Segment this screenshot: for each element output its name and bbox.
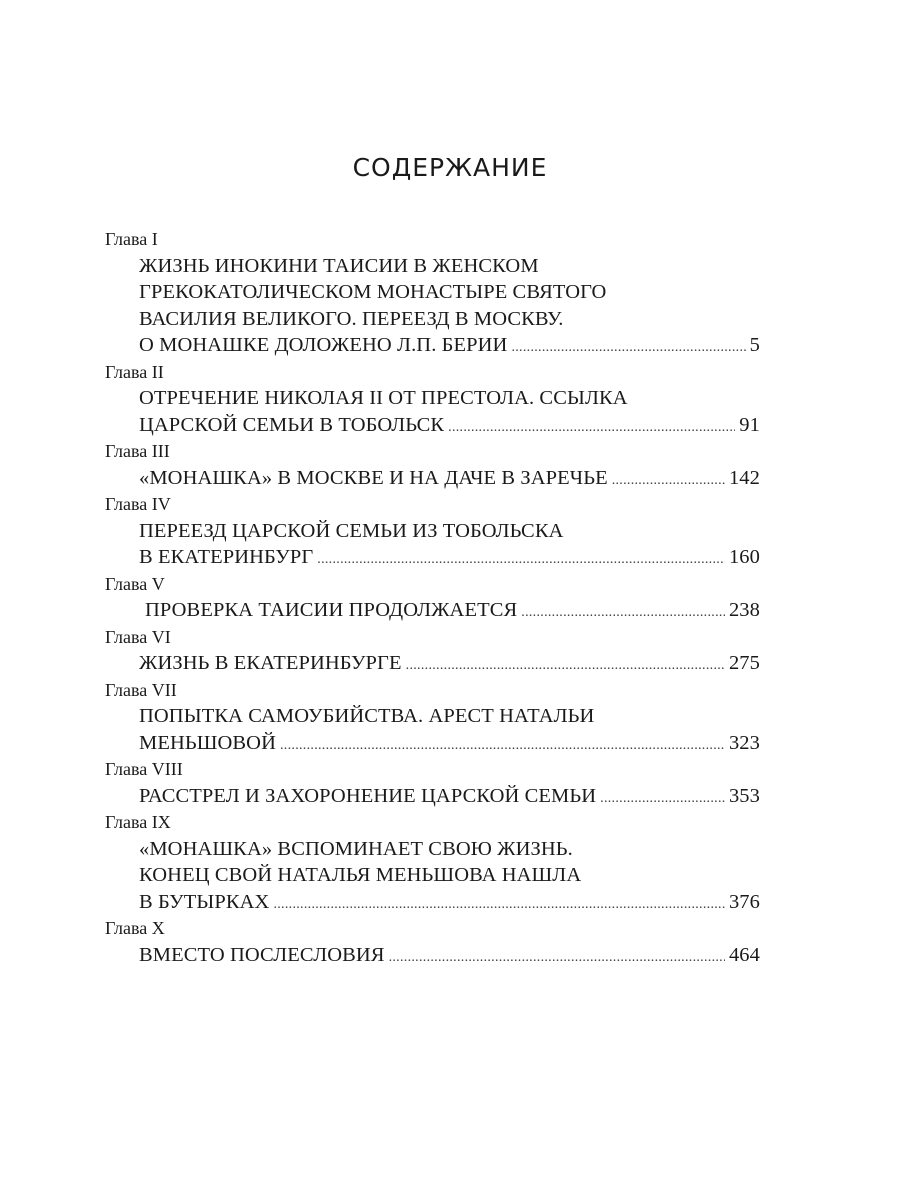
page-number: 323 [728, 731, 760, 754]
page-title: СОДЕРЖАНИЕ [352, 153, 548, 182]
chapter-label: Глава I [105, 229, 158, 249]
dot-leader [448, 415, 735, 442]
chapter-title-line: КОНЕЦ СВОЙ НАТАЛЬЯ МЕНЬШОВА НАШЛА [139, 864, 582, 886]
toc-entry-chapter-5[interactable] [105, 571, 760, 624]
chapter-title-text: О МОНАШКЕ ДОЛОЖЕНО Л.П. БЕРИИ [139, 334, 508, 356]
chapter-title-text: В БУТЫРКАХ [139, 890, 270, 913]
page-number: 376 [728, 890, 760, 913]
chapter-label: Глава VII [105, 679, 177, 700]
page-number: 238 [728, 599, 760, 621]
chapter-title [139, 650, 760, 677]
chapter-label: Глава X [105, 918, 165, 938]
chapter-title [139, 385, 760, 438]
chapter-title-line: ВАСИЛИЯ ВЕЛИКОГО. ПЕРЕЕЗД В МОСКВУ. [139, 307, 564, 330]
page-number: 275 [728, 652, 760, 674]
chapter-title-line [139, 544, 760, 571]
chapter-label: Глава V [105, 573, 165, 594]
chapter-title [139, 942, 760, 969]
chapter-title [139, 703, 760, 756]
dot-leader [521, 600, 725, 627]
chapter-title-text: «МОНАШКА» В МОСКВЕ И НА ДАЧЕ В ЗАРЕЧЬЕ [139, 466, 608, 489]
dot-leader [612, 468, 725, 495]
page-number: 353 [728, 784, 760, 807]
dot-leader [273, 892, 724, 919]
chapter-title-line [139, 730, 760, 757]
toc-entry-chapter-3[interactable] [105, 438, 760, 491]
chapter-title-text: ЦАРСКОЙ СЕМЬИ В ТОБОЛЬСК [139, 413, 445, 436]
chapter-title-text: ВМЕСТО ПОСЛЕСЛОВИЯ [139, 943, 385, 966]
chapter-title-line: ПОПЫТКА САМОУБИЙСТВА. АРЕСТ НАТАЛЬИ [139, 705, 595, 727]
chapter-title-line: ПЕРЕЕЗД ЦАРСКОЙ СЕМЬИ ИЗ ТОБОЛЬСКА [139, 519, 564, 542]
chapter-title-line [139, 465, 760, 492]
chapter-label: Глава VIII [105, 759, 183, 779]
toc-entry-chapter-10[interactable] [105, 915, 760, 968]
dot-leader [317, 547, 725, 574]
chapter-title [139, 253, 760, 359]
chapter-title-line [139, 650, 760, 677]
chapter-label: Глава IX [105, 812, 171, 832]
chapter-title-line [139, 889, 760, 916]
chapter-label: Глава III [105, 441, 170, 461]
dot-leader [406, 653, 725, 680]
page-number: 5 [749, 334, 760, 356]
chapter-title-line: ОТРЕЧЕНИЕ НИКОЛАЯ II ОТ ПРЕСТОЛА. ССЫЛКА [139, 387, 628, 409]
chapter-title [139, 518, 760, 571]
page-number: 142 [728, 466, 760, 489]
chapter-title-line [139, 597, 760, 624]
page-number: 464 [728, 943, 760, 966]
dot-leader [600, 786, 725, 813]
chapter-title-text: РАССТРЕЛ И ЗАХОРОНЕНИЕ ЦАРСКОЙ СЕМЬИ [139, 784, 597, 807]
chapter-title-line [139, 412, 760, 439]
toc-entry-chapter-8[interactable] [105, 756, 760, 809]
toc-entry-chapter-7[interactable] [105, 677, 760, 757]
chapter-title-text: МЕНЬШОВОЙ [139, 731, 276, 754]
page-number: 160 [728, 546, 760, 568]
chapter-title [139, 836, 760, 916]
dot-leader [280, 733, 725, 760]
chapter-title [139, 783, 760, 810]
dot-leader [389, 945, 725, 972]
chapter-title-text: В ЕКАТЕРИНБУРГ [139, 546, 314, 568]
chapter-label: Глава VI [105, 626, 171, 647]
toc-entry-chapter-6[interactable] [105, 624, 760, 677]
chapter-title-line [139, 942, 760, 969]
toc-entry-chapter-9[interactable] [105, 809, 760, 915]
toc-entry-chapter-2[interactable] [105, 359, 760, 439]
chapter-title-line: ЖИЗНЬ ИНОКИНИ ТАИСИИ В ЖЕНСКОМ [139, 254, 539, 277]
chapter-title [139, 465, 760, 492]
toc-entry-chapter-1[interactable] [105, 226, 760, 359]
chapter-title-text: ПРОВЕРКА ТАИСИИ ПРОДОЛЖАЕТСЯ [145, 599, 518, 621]
dot-leader [511, 335, 745, 362]
chapter-title-line [139, 332, 760, 359]
chapter-title-line: ГРЕКОКАТОЛИЧЕСКОМ МОНАСТЫРЕ СВЯТОГО [139, 281, 607, 303]
table-of-contents [105, 226, 760, 968]
chapter-label: Глава IV [105, 494, 171, 514]
chapter-title [139, 597, 760, 624]
chapter-title-line [139, 783, 760, 810]
chapter-title-line: «МОНАШКА» ВСПОМИНАЕТ СВОЮ ЖИЗНЬ. [139, 837, 573, 860]
toc-entry-chapter-4[interactable] [105, 491, 760, 571]
page-number: 91 [739, 413, 760, 436]
chapter-title-text: ЖИЗНЬ В ЕКАТЕРИНБУРГЕ [139, 652, 402, 674]
chapter-label: Глава II [105, 361, 164, 382]
